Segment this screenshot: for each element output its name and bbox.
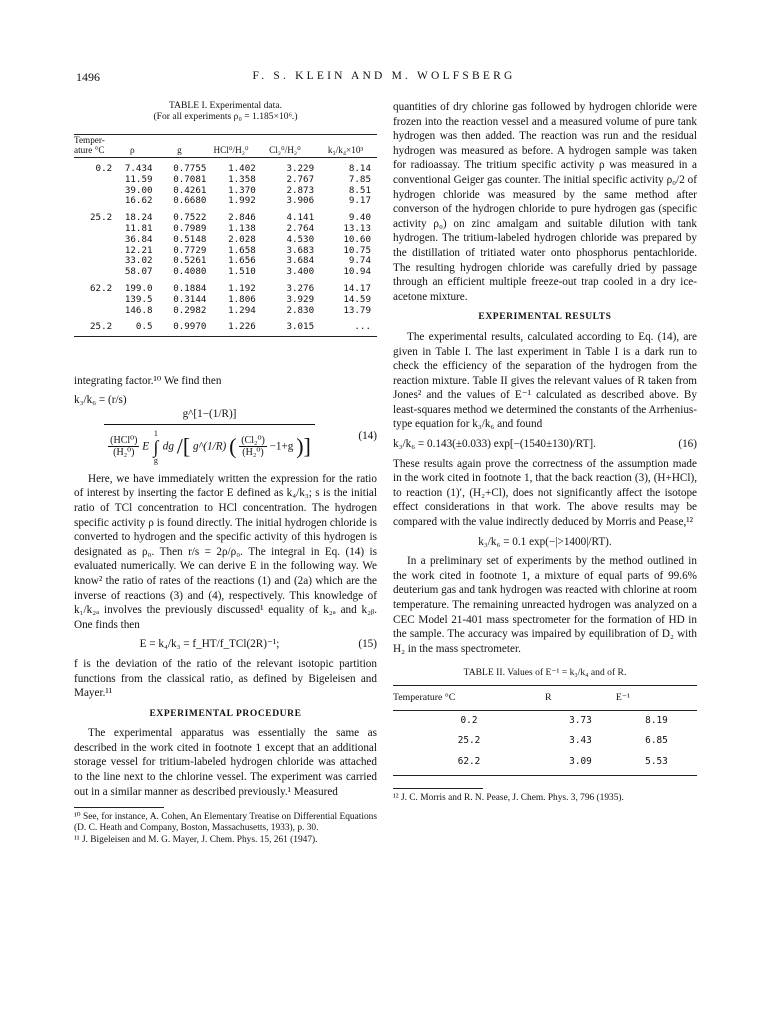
- table-cell: 0.9970: [173, 321, 207, 333]
- table1-caption-note: (For all experiments ρ₀ = 1.185×10⁶.): [153, 111, 298, 122]
- table-cell: 62.2: [90, 282, 113, 294]
- table1-header-k: k₃/k₄×10³: [314, 135, 377, 158]
- paragraph: integrating factor.¹⁰ We find then: [74, 375, 222, 387]
- footnote-11: ¹¹ J. Bigeleisen and M. G. Mayer, J. Chem. Phys. 15, 261 (1947).: [74, 834, 318, 845]
- table-cell: 11.81: [124, 222, 153, 234]
- table-row: [74, 224, 377, 235]
- table-cell: 0.7522: [173, 212, 207, 224]
- equation-14-denominator: (HCl⁰) (H₂⁰) E 1 ∫ g dg /[ g^(1/R) ( $\frac{\text{(Cl₂⁰)}}{\text{(H₂⁰)}}$ −1+g )]: [104, 424, 315, 466]
- table1-group-25-2: [74, 207, 377, 278]
- footnote-rule: [74, 807, 164, 808]
- table-cell: 11.59: [124, 173, 153, 185]
- table-cell: 62.2: [393, 752, 545, 776]
- table-row: [74, 196, 377, 207]
- table-row: [74, 278, 377, 295]
- table-cell: 1.226: [228, 321, 256, 333]
- eq14-g-power: g^(1/R): [192, 440, 227, 453]
- eq14-ratio2-den: (H₂⁰): [239, 446, 267, 458]
- footnote-12: ¹² J. C. Morris and R. N. Pease, J. Chem. Phys. 3, 796 (1935).: [393, 793, 624, 804]
- table-cell: 139.5: [124, 293, 153, 305]
- table1-header-hcl: HCl⁰/H₂⁰: [206, 135, 255, 158]
- table-cell: 0.4080: [173, 266, 207, 278]
- table-cell: 7.85: [348, 173, 371, 185]
- table-row: [393, 752, 697, 776]
- table-cell: ...: [354, 321, 371, 333]
- table-cell: 1.402: [228, 163, 256, 174]
- table-cell: 0.2: [95, 163, 113, 174]
- table-row: [74, 267, 377, 278]
- table-cell: 1.658: [228, 244, 256, 256]
- equation-14: [74, 407, 377, 466]
- table-cell: 12.21: [124, 244, 153, 256]
- table-cell: 25.2: [90, 321, 113, 333]
- table-cell: 0.5148: [173, 233, 207, 245]
- table2-caption: TABLE II. Values of E⁻¹ = k₃/k₄ and of R.: [463, 667, 627, 679]
- table-cell: 9.17: [348, 195, 371, 207]
- table-cell: 2.830: [286, 304, 315, 316]
- equation-16: [393, 437, 697, 452]
- table-row: [74, 207, 377, 224]
- table-cell: 25.2: [457, 735, 481, 747]
- table-cell: 0.1884: [173, 282, 207, 294]
- equation-14-fraction: [104, 407, 315, 466]
- table-cell: 146.8: [124, 304, 153, 316]
- table-cell: 1.992: [228, 195, 256, 207]
- equation-15-number: (15): [358, 638, 377, 651]
- eq14-ratio1-den: (H₂⁰): [108, 446, 139, 458]
- equation-15-body: E = k₄/k₃ = f_HT/f_TCl(2R)⁻¹;: [139, 638, 280, 651]
- table-cell: 1.358: [228, 173, 256, 185]
- paragraph: These results again prove the correctness of the assumption made in the work cited in footnote 1, that the back reaction (3), (H+HCl), to reaction (1)′, (H₂+Cl), does not significantly affect the isotope effect considerations in that work. The above results may be compared with the value indirectly deduced by Morris and Pease,¹²: [393, 457, 697, 529]
- running-title: F. S. KLEIN AND M. WOLFSBERG: [252, 70, 516, 82]
- table-row: [74, 306, 377, 317]
- equation-16-number: (16): [678, 438, 697, 451]
- table-row: [74, 246, 377, 257]
- table-cell: 2.846: [228, 212, 256, 224]
- table-cell: 0.5: [135, 321, 153, 333]
- paragraph: The experimental apparatus was essentially the same as described in the work cited in footnote 1 except that an additional storage vessel for tritium-labeled hydrogen chloride was attached to the line next to the chlorine vessel. The experiment was carried out in a similar manner as described previously.¹ Measured: [74, 727, 377, 798]
- table-row: [74, 295, 377, 306]
- table-cell: 5.53: [616, 752, 697, 776]
- table-row: [74, 158, 377, 175]
- table-cell: 10.75: [343, 244, 371, 256]
- table-cell: 7.434: [124, 163, 153, 174]
- table-cell: 0.2982: [173, 304, 207, 316]
- table-cell: 3.684: [286, 255, 315, 267]
- table-cell: 1.294: [228, 304, 256, 316]
- table1-caption: [74, 100, 377, 122]
- paragraph: f is the deviation of the ratio of the relevant isotopic partition functions from the classical ratio, as defined by Bigeleisen and Mayer.¹¹: [74, 657, 377, 700]
- table-row: [74, 175, 377, 186]
- table-cell: 1.192: [228, 282, 256, 294]
- table1-caption-title: TABLE I. Experimental data.: [169, 100, 282, 111]
- table-cell: 0.5261: [173, 255, 207, 267]
- section-heading-results: EXPERIMENTAL RESULTS: [478, 312, 612, 323]
- table-cell: 1.370: [228, 184, 256, 196]
- table-cell: 4.530: [286, 233, 315, 245]
- table-cell: 199.0: [124, 282, 153, 294]
- table-cell: 1.806: [228, 293, 256, 305]
- page-number: 1496: [76, 70, 100, 84]
- table-cell: 9.40: [348, 212, 371, 224]
- footnote-10: ¹⁰ See, for instance, A. Cohen, An Elementary Treatise on Differential Equations (D. C. Heath and Company, Boston, Massachusetts, 1933), p. 30.: [74, 812, 377, 834]
- table-cell: 3.906: [286, 195, 315, 207]
- table-cell: 3.276: [286, 282, 315, 294]
- table-cell: 3.43: [569, 735, 592, 747]
- equation-morris-pease-body: k₃/k₆ = 0.1 exp(−|>1400|/RT).: [478, 535, 612, 548]
- table-cell: 3.015: [286, 321, 315, 333]
- table-cell: 0.6680: [173, 195, 207, 207]
- paragraph: quantities of dry chlorine gas followed by hydrogen chloride were frozen into the reaction vessel and a measured volume of pure tank hydrogen was then added. The reaction was run and the residual hydrogen was measured as before. A hydrogen sample was taken for radioassay. The tritium specific activity ρ was measured in a conventional Geiger gas counter. The initial specific activity ρ₀/2 of hydrogen chloride was measured by the same method after converson of the hydrogen chloride to pure hydrogen gas (specific activity ρ₀) on zinc amalgam and suitable dilution with tank hydrogen. The tritium-labeled hydrogen chloride was prepared by the distillation of tritiated water onto phosphorus pentachloride. The resulting hydrogen chloride was carefully dried by passage through an efficient multiple freeze-out trap cooled in a dry ice-acetone mixture.: [393, 101, 697, 303]
- table-cell: 0.7989: [173, 222, 207, 234]
- eq14-tail: −1+g: [269, 440, 294, 453]
- table-cell: 14.17: [343, 282, 371, 294]
- table-cell: 8.14: [348, 163, 371, 174]
- table1-header-g: g: [153, 135, 207, 158]
- table-cell: 0.3144: [173, 293, 207, 305]
- table-row: [74, 256, 377, 267]
- table-row: [393, 710, 697, 731]
- table-cell: 0.7729: [173, 244, 207, 256]
- table-cell: 39.00: [124, 184, 153, 196]
- paragraph: In a preliminary set of experiments by the method outlined in the work cited in footnote 1, a mixture of equal parts of 99.6% deuterium gas and tank hydrogen was reacted with chlorine at room temperature. The remaining unreacted hydrogen was analyzed on a CEC Model 21-401 mass spectrometer for the formation of HD in the sample. The accuracy was impaired by equilibration of D₂ with H₂ in the mass spectrometer.: [393, 555, 697, 655]
- paragraph: The experimental results, calculated according to Eq. (14), are given in Table I. The last experiment in Table I is a dark run to check the efficiency of the separation of the hydrogen from the reaction mixture. Table II gives the relevant values of R taken from Jones² and the values of E⁻¹ calculated as described above. By least-squares method we determined the constants of the Arrhenius-type equation for k₃/k₆ and found: [393, 330, 697, 431]
- eq14-E: E: [142, 440, 150, 453]
- table-cell: 10.60: [343, 233, 371, 245]
- eq14-lower-limit: g: [153, 455, 158, 465]
- eq14-dg: dg: [162, 440, 174, 453]
- table-cell: 1.656: [228, 255, 256, 267]
- table1-header-cl2: Cl₂⁰/H₂⁰: [256, 135, 314, 158]
- eq14-ratio1-num: (HCl⁰): [110, 435, 138, 447]
- section-heading-procedure: EXPERIMENTAL PROCEDURE: [149, 708, 302, 719]
- table-row: [74, 186, 377, 197]
- table-cell: 1.138: [228, 222, 256, 234]
- table1-header-temp: Temper-ature °C: [74, 135, 112, 158]
- paragraph: Here, we have immediately written the expression for the ratio of interest by inserting the factor E defined as k₄/k₃; s is the initial ratio of TCl concentration to HCl concentration. The hydrogen specific activity ρ is found directly. The initial hydrogen chloride is converted to hydrogen and the specific activity of this hydrogen is designated as ρ₀. Then r/s = 2ρ/ρ₀. The integral in Eq. (14) is evaluated numerically. We can derive E in the following way. We know² the ratio of rates of the reactions (1) and (2a) which are the inverse of reactions (3) and (4), respectively. This knowledge of k₁/k₂ₐ involves the previously discussed¹ equality of k₂ₐ and k₂ᵦ. One finds then: [74, 472, 377, 631]
- table-cell: 16.62: [124, 195, 153, 207]
- table-cell: 33.02: [124, 255, 153, 267]
- table1-dark-run: [74, 316, 377, 336]
- equation-14-numerator: g^[1−(1/R)]: [182, 408, 237, 421]
- table-cell: 2.028: [228, 233, 256, 245]
- table-cell: 3.683: [286, 244, 315, 256]
- table-cell: 0.4261: [173, 184, 207, 196]
- equation-14-lhs: k₃/k₆ = (r/s): [74, 393, 127, 406]
- equation-15: [74, 637, 377, 652]
- table-cell: 9.74: [348, 255, 371, 267]
- table-cell: 8.19: [645, 714, 668, 726]
- table-cell: 3.09: [545, 752, 616, 776]
- table-cell: 6.85: [645, 735, 668, 747]
- table-row: [74, 316, 377, 336]
- table-cell: 2.873: [286, 184, 315, 196]
- table-cell: 8.51: [348, 184, 371, 196]
- table-cell: 58.07: [124, 266, 153, 278]
- table2-header-r: R: [545, 685, 616, 710]
- table-cell: 14.59: [343, 293, 371, 305]
- table-row: [74, 235, 377, 246]
- table1: [74, 134, 377, 337]
- table-row: [393, 731, 697, 752]
- equation-morris-pease: [393, 535, 697, 550]
- eq14-upper-limit: 1: [153, 428, 158, 438]
- table-cell: 13.13: [343, 222, 371, 234]
- table-cell: 3.229: [286, 163, 315, 174]
- footnote-rule: [393, 788, 483, 789]
- table-cell: 0.7755: [173, 163, 207, 174]
- table-cell: 3.73: [569, 714, 592, 726]
- table-cell: 3.400: [286, 266, 315, 278]
- left-column: [74, 374, 377, 846]
- table-cell: 25.2: [90, 212, 113, 224]
- table-cell: 18.24: [124, 212, 153, 224]
- table-cell: 0.2: [460, 714, 478, 726]
- table2-header-einv: E⁻¹: [616, 685, 697, 710]
- table-cell: 13.79: [343, 304, 371, 316]
- table-cell: 2.767: [286, 173, 315, 185]
- equation-16-body: k₃/k₆ = 0.143(±0.033) exp[−(1540±130)/RT].: [393, 438, 596, 451]
- table2: [393, 685, 697, 776]
- right-column: [393, 100, 697, 805]
- eq14-ratio2-num: (Cl₂⁰): [241, 435, 265, 447]
- table-cell: 2.764: [286, 222, 315, 234]
- table-cell: 36.84: [124, 233, 153, 245]
- table-cell: 1.510: [228, 266, 256, 278]
- table2-header-temp: Temperature °C: [393, 685, 545, 710]
- table-cell: 4.141: [286, 212, 315, 224]
- table1-header-rho: ρ: [112, 135, 152, 158]
- equation-14-number: (14): [358, 430, 377, 443]
- table1-group-0-2: [74, 158, 377, 208]
- table-cell: 3.929: [286, 293, 315, 305]
- table1-group-62-2: [74, 278, 377, 316]
- table-cell: 10.94: [343, 266, 371, 278]
- table-cell: 0.7081: [173, 173, 207, 185]
